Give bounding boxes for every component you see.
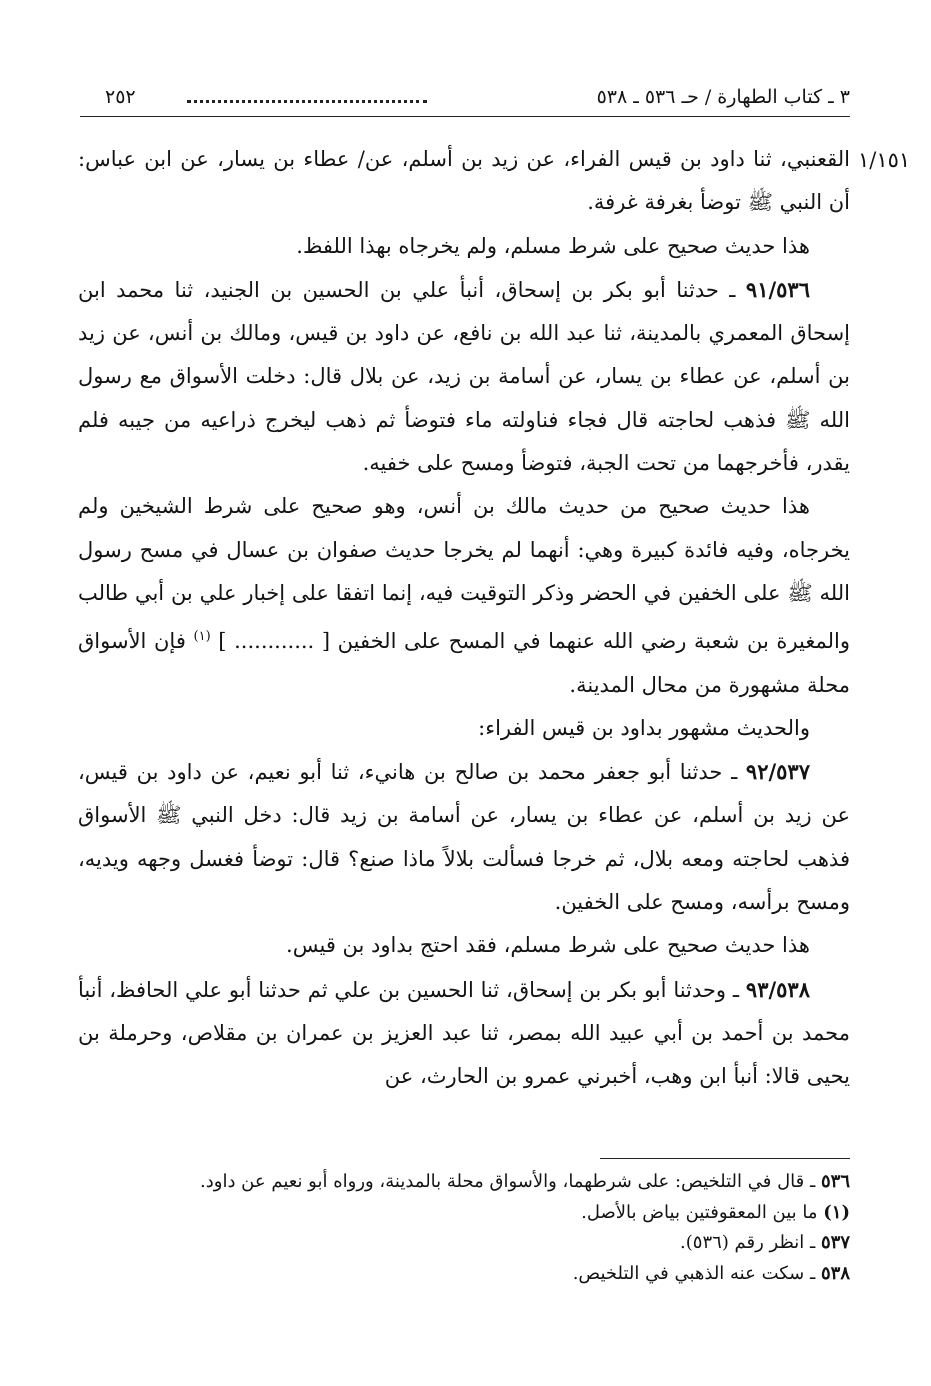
paragraph-text: ـ حدثنا أبو بكر بن إسحاق، أنبأ علي بن الحسين بن الجنيد، ثنا محمد ابن إسحاق المعمري بالمدينة، ثنا عبد الله بن نافع، عن داود بن قيس، ومالك بن أنس، عن زيد بن أسلم، عن عطاء بن يسار، عن أسامة بن زيد، عن بلال قال: دخلت الأسواق مع رسول الله ﷺ فذهب لحاجته قال فجاء فناولته ماء فتوضأ ثم ذهب ليخرج ذراعيه من جيبه فلم يقدر، فأخرجهما من تحت الجبة، فتوضأ ومسح على خفيه. [78,277,850,476]
paragraph-text-continued: فإن الأسواق محلة مشهورة من محال المدينة. [78,629,850,697]
paragraph [78,924,850,967]
hadith-paragraph [78,750,850,924]
paragraph-text: ـ حدثنا أبو جعفر محمد بن صالح بن هانيء، ثنا أبو نعيم، عن داود بن قيس، عن زيد بن أسلم، عن عطاء بن يسار، عن أسامة بن زيد قال: دخل النبي ﷺ الأسواق فذهب لحاجته ومعه بلال، ثم خرجا فسألت بلالاً ماذا صنع؟ قال: توضأ فغسل وجهه ويديه، ومسح برأسه، ومسح على الخفين. [78,760,850,915]
paragraph-text: ـ وحدثنا أبو بكر بن إسحاق، ثنا الحسين بن علي ثم حدثنا أبو علي الحافظ، أنبأ محمد بن أحمد بن أبي عبيد الله بمصر، ثنا عبد العزيز بن عمران بن مقلاص، وحرملة بن يحيى قالا: أنبأ ابن وهب، أخبرني عمرو بن الحارث، عن [78,977,850,1089]
hadith-number: ٩١/٥٣٦ [745,276,810,302]
hadith-number: ٩٣/٥٣٨ [745,976,810,1002]
paragraph [78,225,850,268]
paragraph-text: هذا حديث صحيح على شرط مسلم، فقد احتج بداود بن قيس. [286,933,810,958]
footnote [78,1259,850,1290]
paragraph [78,138,850,225]
footnote [78,1167,850,1198]
main-text [78,138,850,1099]
header-dot-leader [187,100,427,103]
page-number: ٢٥٢ [105,86,136,108]
footnotes [78,1167,850,1289]
footnote-text: ـ قال في التلخيص: على شرطهما، والأسواق محلة بالمدينة، ورواه أبو نعيم عن داود. [200,1171,821,1192]
footnote [78,1198,850,1229]
hadith-number: ٩٢/٥٣٧ [745,759,810,785]
footnote-rule [600,1158,850,1159]
paragraph [78,485,850,706]
hadith-paragraph [78,268,850,485]
footnote-number: ٥٣٨ [820,1262,850,1284]
footnote-text: ـ انظر رقم (٥٣٦). [680,1232,821,1253]
footnote-number: (١) [823,1201,850,1223]
running-title: ٣ ـ كتاب الطهارة / حـ ٥٣٦ ـ ٥٣٨ [596,86,850,108]
footnote-text: ما بين المعقوفتين بياض بالأصل. [581,1201,824,1223]
paragraph-text: القعنبي، ثنا داود بن قيس الفراء، عن زيد بن أسلم، عن/ عطاء بن يسار، عن ابن عباس: أن النبي ﷺ توضأ بغرفة غرفة. [78,147,850,215]
hadith-paragraph [78,968,850,1099]
paragraph-text: والحديث مشهور بداود بن قيس الفراء: [478,715,810,740]
footnote-number: ٥٣٦ [820,1171,850,1192]
paragraph-text: هذا حديث صحيح من حديث مالك بن أنس، وهو صحيح على شرط الشيخين ولم يخرجاه، وفيه فائدة كبيرة وهي: أنهما لم يخرجا حديث صفوان بن عسال في مسح رسول الله ﷺ على الخفين في الحضر وذكر التوقيت فيه، إنما اتفقا على إخبار علي بن أبي طالب والمغيرة بن شعبة رضي الله عنهما في المسح على الخفين [ ............ ] [78,494,851,654]
footnote-marker: (١) [193,629,211,645]
footnote-number: ٥٣٧ [820,1232,850,1253]
footnote-text: ـ سكت عنه الذهبي في التلخيص. [572,1262,821,1284]
running-header [95,82,850,112]
header-rule [80,116,850,117]
footnote [78,1228,850,1259]
paragraph-text: هذا حديث صحيح على شرط مسلم، ولم يخرجاه بهذا اللفظ. [296,233,810,258]
margin-reference: ١/١٥١ [858,148,911,172]
paragraph [78,707,850,750]
